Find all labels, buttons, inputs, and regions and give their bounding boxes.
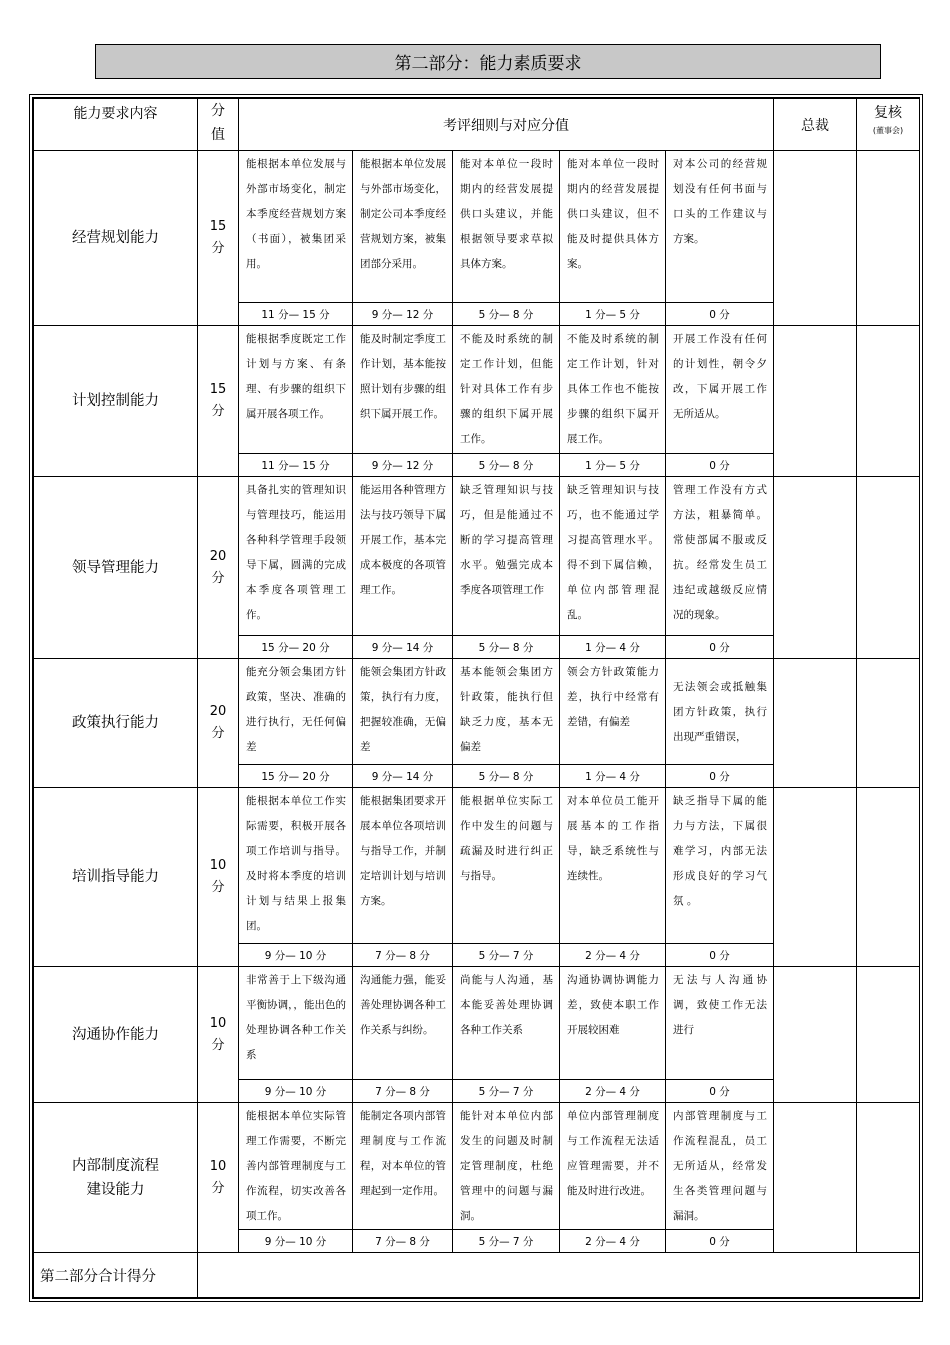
criteria-level-1: 能根据本单位工作实际需要，积极开展各项工作培训与指导。及时将本季度的培训计划与结果上报集团。 [239, 788, 353, 944]
points-unit: 分 [211, 1037, 225, 1053]
review-score-cell[interactable] [857, 1103, 920, 1253]
criteria-level-5: 内部管理制度与工作流程混乱，员工无所适从，经常发生各类管理问题与漏洞。 [666, 1103, 774, 1230]
points-number: 10 [209, 1158, 227, 1174]
criteria-level-4: 不能及时系统的制定工作计划，针对具体工作也不能按步骤的组织下属开展工作。 [560, 326, 666, 454]
summary-row [34, 1253, 920, 1298]
ability-points [198, 967, 239, 1103]
score-range-5: 0 分 [666, 1230, 774, 1253]
criteria-level-4: 领会方针政策能力差，执行中经常有差错，有偏差 [560, 659, 666, 765]
score-range-4: 1 分— 5 分 [560, 303, 666, 326]
score-range-1: 9 分— 10 分 [239, 1230, 353, 1253]
criteria-level-3: 能对本单位一段时期内的经营发展提供口头建议，并能根据领导要求草拟具体方案。 [453, 151, 560, 303]
ability-points [198, 151, 239, 326]
review-score-cell[interactable] [857, 477, 920, 659]
criteria-level-4: 对本单位员工能开展基本的工作指导，缺乏系统性与连续性。 [560, 788, 666, 944]
score-range-3: 5 分— 7 分 [453, 1230, 560, 1253]
score-range-4: 2 分— 4 分 [560, 944, 666, 967]
score-range-1: 15 分— 20 分 [239, 636, 353, 659]
header-content: 能力要求内容 [34, 99, 198, 151]
summary-score-cell[interactable] [198, 1253, 920, 1298]
points-unit: 分 [211, 404, 225, 419]
evaluation-frame [29, 94, 923, 1302]
score-range-4: 2 分— 4 分 [560, 1230, 666, 1253]
ability-name: 培训指导能力 [34, 788, 198, 967]
criteria-row [34, 659, 920, 765]
ability-name-line2: 建设能力 [86, 1181, 145, 1198]
criteria-row [34, 477, 920, 636]
ability-name: 政策执行能力 [34, 659, 198, 788]
score-range-2: 7 分— 8 分 [353, 1080, 453, 1103]
score-range-5: 0 分 [666, 636, 774, 659]
score-range-2: 7 分— 8 分 [353, 1230, 453, 1253]
score-range-3: 5 分— 8 分 [453, 303, 560, 326]
score-range-4: 1 分— 4 分 [560, 636, 666, 659]
score-range-4: 1 分— 5 分 [560, 454, 666, 477]
score-range-2: 9 分— 12 分 [353, 303, 453, 326]
criteria-level-5: 开展工作没有任何的计划性，朝令夕改，下属开展工作无所适从。 [666, 326, 774, 454]
score-range-4: 1 分— 4 分 [560, 765, 666, 788]
criteria-level-1: 能充分领会集团方针政策，坚决、准确的进行执行，无任何偏差 [239, 659, 353, 765]
criteria-row [34, 326, 920, 454]
review-score-cell[interactable] [857, 788, 920, 967]
criteria-level-3: 基本能领会集团方针政策，能执行但缺乏力度，基本无偏差 [453, 659, 560, 765]
ability-name [34, 1103, 198, 1253]
criteria-level-5: 无法与人沟通协调，致使工作无法进行 [666, 967, 774, 1080]
score-range-3: 5 分— 7 分 [453, 944, 560, 967]
points-number: 15 [209, 219, 227, 234]
score-range-4: 2 分— 4 分 [560, 1080, 666, 1103]
points-unit: 分 [211, 241, 225, 256]
criteria-level-3: 尚能与人沟通，基本能妥善处理协调各种工作关系 [453, 967, 560, 1080]
criteria-level-1: 具备扎实的管理知识与管理技巧，能运用各种科学管理手段领导下属，圆满的完成本季度各项管理工作。 [239, 477, 353, 636]
score-range-5: 0 分 [666, 454, 774, 477]
criteria-level-5: 无法领会或抵触集团方针政策，执行出现严重错误， [666, 659, 774, 765]
score-range-3: 5 分— 8 分 [453, 636, 560, 659]
ability-points [198, 659, 239, 788]
criteria-level-2: 能根据集团要求开展本单位各项培训与指导工作，并制定培训计划与培训方案。 [353, 788, 453, 944]
review-score-cell[interactable] [857, 151, 920, 326]
section-title: 第二部分：能力素质要求 [95, 44, 881, 79]
president-score-cell[interactable] [774, 1103, 857, 1253]
review-score-cell[interactable] [857, 967, 920, 1103]
points-unit: 分 [211, 1180, 225, 1196]
score-range-1: 15 分— 20 分 [239, 765, 353, 788]
ability-points [198, 1103, 239, 1253]
criteria-level-3: 能根据单位实际工作中发生的问题与疏漏及时进行纠正与指导。 [453, 788, 560, 944]
points-number: 20 [209, 704, 227, 719]
criteria-level-2: 能领会集团方针政策，执行有力度，把握较准确，无偏差 [353, 659, 453, 765]
criteria-level-2: 沟通能力强，能妥善处理协调各种工作关系与纠纷。 [353, 967, 453, 1080]
ability-name: 经营规划能力 [34, 151, 198, 326]
score-range-3: 5 分— 7 分 [453, 1080, 560, 1103]
score-range-1: 11 分— 15 分 [239, 303, 353, 326]
points-unit: 分 [211, 880, 225, 895]
points-unit: 分 [211, 726, 225, 741]
criteria-level-5: 缺乏指导下属的能力与方法，下属很难学习，内部无法形成良好的学习气氛 。 [666, 788, 774, 944]
criteria-level-1: 能根据季度既定工作计划与方案、有条理、有步骤的组织下属开展各项工作。 [239, 326, 353, 454]
header-score [198, 99, 239, 151]
president-score-cell[interactable] [774, 326, 857, 477]
criteria-row [34, 1103, 920, 1230]
header-review [857, 99, 920, 151]
criteria-level-4: 沟通协调协调能力差，致使本职工作开展较困难 [560, 967, 666, 1080]
criteria-level-4: 缺乏管理知识与技巧，也不能通过学习提高管理水平。得不到下属信赖，单位内部管理混乱。 [560, 477, 666, 636]
evaluation-table [33, 98, 920, 1298]
criteria-level-5: 管理工作没有方式方法，粗暴简单。常使部属不服或反抗。经常发生员工违纪或越级反应情况的现象。 [666, 477, 774, 636]
president-score-cell[interactable] [774, 659, 857, 788]
score-range-2: 9 分— 14 分 [353, 765, 453, 788]
criteria-level-5: 对本公司的经营规划没有任何书面与口头的工作建议与方案。 [666, 151, 774, 303]
president-score-cell[interactable] [774, 788, 857, 967]
review-score-cell[interactable] [857, 659, 920, 788]
evaluation-frame-inner [32, 97, 920, 1299]
review-score-cell[interactable] [857, 326, 920, 477]
ability-name-line1: 内部制度流程 [72, 1157, 159, 1174]
president-score-cell[interactable] [774, 967, 857, 1103]
score-range-3: 5 分— 8 分 [453, 765, 560, 788]
header-score-line1: 分 [211, 103, 225, 119]
points-number: 10 [209, 858, 227, 873]
score-range-1: 9 分— 10 分 [239, 1080, 353, 1103]
ability-name: 沟通协作能力 [34, 967, 198, 1103]
score-range-2: 9 分— 12 分 [353, 454, 453, 477]
criteria-level-1: 非常善于上下级沟通平衡协调，，能出色的处理协调各种工作关系 [239, 967, 353, 1080]
criteria-level-1: 能根据本单位发展与外部市场变化，制定本季度经营规划方案（书面），被集团采用。 [239, 151, 353, 303]
criteria-level-2: 能根据本单位发展与外部市场变化，制定公司本季度经营规划方案，被集团部分采用。 [353, 151, 453, 303]
score-range-3: 5 分— 8 分 [453, 454, 560, 477]
score-range-5: 0 分 [666, 944, 774, 967]
ability-name: 领导管理能力 [34, 477, 198, 659]
header-score-line2: 值 [211, 127, 225, 143]
criteria-level-3: 不能及时系统的制定工作计划，但能针对具体工作有步骤的组织下属开展工作。 [453, 326, 560, 454]
criteria-row [34, 788, 920, 944]
score-range-5: 0 分 [666, 303, 774, 326]
ability-name: 计划控制能力 [34, 326, 198, 477]
score-range-5: 0 分 [666, 1080, 774, 1103]
president-score-cell[interactable] [774, 477, 857, 659]
score-range-1: 11 分— 15 分 [239, 454, 353, 477]
points-number: 20 [209, 548, 227, 564]
header-president: 总裁 [774, 99, 857, 151]
criteria-level-2: 能制定各项内部管理制度与工作流程，对本单位的管理起到一定作用。 [353, 1103, 453, 1230]
criteria-level-1: 能根据本单位实际管理工作需要，不断完善内部管理制度与工作流程，切实改善各项工作。 [239, 1103, 353, 1230]
criteria-level-3: 能针对本单位内部发生的问题及时制定管理制度，杜绝管理中的问题与漏洞。 [453, 1103, 560, 1230]
criteria-row [34, 151, 920, 303]
ability-points [198, 326, 239, 477]
ability-points [198, 477, 239, 659]
score-range-2: 7 分— 8 分 [353, 944, 453, 967]
header-row [34, 99, 920, 151]
points-number: 15 [209, 382, 227, 397]
criteria-level-3: 缺乏管理知识与技巧，但是能通过不断的学习提高管理水平。勉强完成本季度各项管理工作 [453, 477, 560, 636]
score-range-5: 0 分 [666, 765, 774, 788]
header-review-label: 复核 [874, 105, 903, 121]
score-range-1: 9 分— 10 分 [239, 944, 353, 967]
header-review-note: (董事会) [872, 126, 904, 135]
criteria-level-4: 能对本单位一段时期内的经营发展提供口头建议，但不能及时提供具体方案。 [560, 151, 666, 303]
criteria-level-4: 单位内部管理制度与工作流程无法适应管理需要，并不能及时进行改进。 [560, 1103, 666, 1230]
score-range-2: 9 分— 14 分 [353, 636, 453, 659]
ability-points [198, 788, 239, 967]
criteria-level-2: 能及时制定季度工作计划，基本能按照计划有步骤的组织下属开展工作。 [353, 326, 453, 454]
points-unit: 分 [211, 570, 225, 586]
points-number: 10 [209, 1015, 227, 1031]
header-details: 考评细则与对应分值 [239, 99, 774, 151]
summary-label: 第二部分合计得分 [34, 1253, 198, 1298]
criteria-row [34, 967, 920, 1080]
president-score-cell[interactable] [774, 151, 857, 326]
criteria-level-2: 能运用各种管理方法与技巧领导下属开展工作，基本完成本极度的各项管理工作。 [353, 477, 453, 636]
